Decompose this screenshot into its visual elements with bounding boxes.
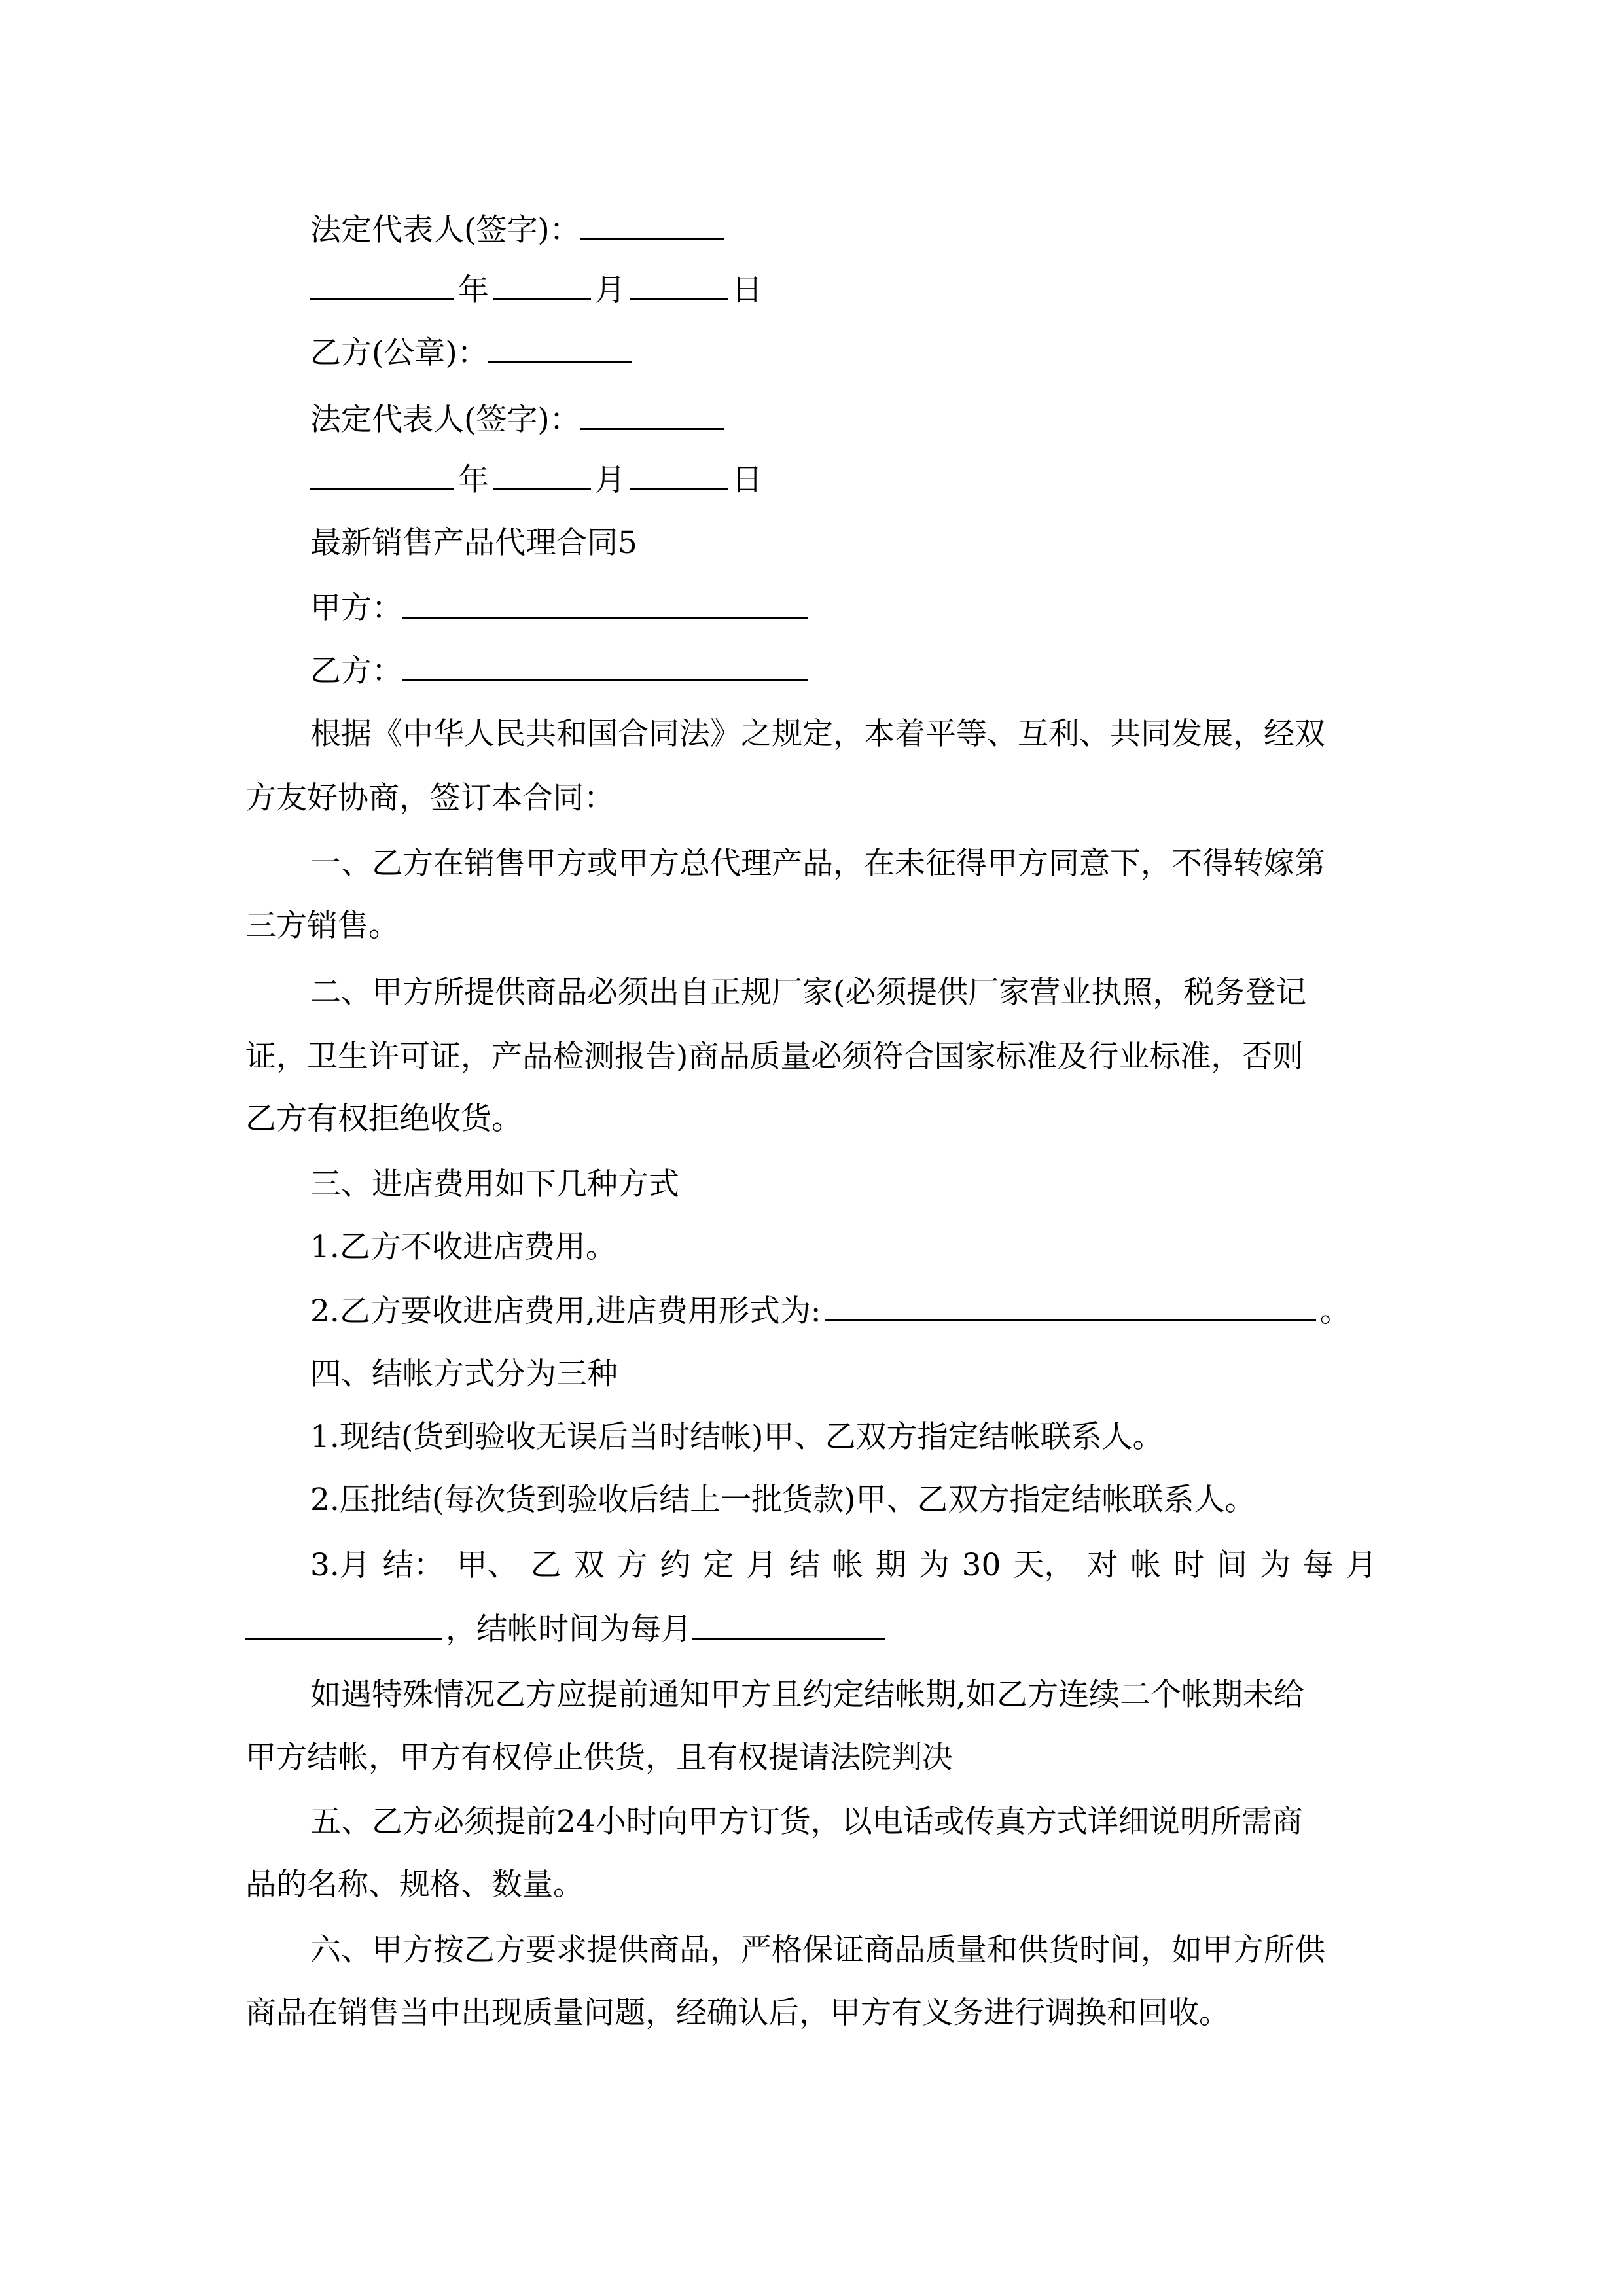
signature-blank[interactable] bbox=[580, 399, 724, 430]
justified-token: 3.月 bbox=[310, 1547, 370, 1583]
justified-token: 月 bbox=[746, 1547, 777, 1583]
year-label: 年 bbox=[458, 462, 489, 498]
justified-token: 期 bbox=[875, 1547, 906, 1583]
justified-token: 间 bbox=[1216, 1547, 1247, 1583]
justified-token: 甲、 bbox=[456, 1547, 518, 1583]
party-a-blank[interactable] bbox=[402, 588, 808, 619]
justified-line bbox=[310, 1546, 1377, 1585]
preamble-line-1: 根据《中华人民共和国合同法》之规定，本着平等、互利、共同发展，经双 bbox=[310, 716, 1325, 752]
special-case-line-2: 甲方结帐，甲方有权停止供货，且有权提请法院判决 bbox=[245, 1740, 953, 1776]
date-line-2 bbox=[310, 459, 1378, 500]
month-blank[interactable] bbox=[493, 459, 591, 490]
justified-token: 方 bbox=[616, 1547, 648, 1583]
signature-blank[interactable] bbox=[580, 209, 724, 240]
justified-token: 时 bbox=[1173, 1547, 1205, 1583]
year-blank[interactable] bbox=[310, 459, 454, 490]
justified-token: 30 bbox=[961, 1547, 1001, 1583]
clause-3-heading: 三、进店费用如下几种方式 bbox=[310, 1166, 679, 1202]
justified-token: 每 bbox=[1302, 1547, 1334, 1583]
justified-token: 月 bbox=[1346, 1547, 1377, 1583]
justified-token: 结 bbox=[789, 1547, 820, 1583]
justified-token: 定 bbox=[703, 1547, 734, 1583]
seal-blank[interactable] bbox=[488, 332, 632, 363]
clause-3-item-2-end: 。 bbox=[1319, 1293, 1351, 1329]
clause-4-item-3-line-2 bbox=[245, 1609, 1378, 1649]
legal-rep-signature-line-2 bbox=[310, 399, 1378, 440]
justified-token: 结： bbox=[382, 1547, 444, 1583]
clause-4-item-3-line-1 bbox=[310, 1546, 1378, 1585]
justified-token: 对 bbox=[1087, 1547, 1118, 1583]
justified-token: 为 bbox=[1259, 1547, 1291, 1583]
clause-3-item-1: 1.乙方不收进店费用。 bbox=[310, 1229, 616, 1265]
clause-6-line-1: 六、甲方按乙方要求提供商品，严格保证商品质量和供货时间，如甲方所供 bbox=[310, 1932, 1325, 1968]
clause-3-item-2-text: 2.乙方要收进店费用,进店费用形式为: bbox=[310, 1293, 821, 1329]
clause-4-item-2: 2.压批结(每次货到验收后结上一批货款)甲、乙双方指定结帐联系人。 bbox=[310, 1482, 1256, 1518]
party-a-line bbox=[310, 588, 1378, 628]
party-b-seal-label: 乙方(公章)： bbox=[310, 335, 488, 371]
clause-1-line-1: 一、乙方在销售甲方或甲方总代理产品，在未征得甲方同意下，不得转嫁第 bbox=[310, 846, 1325, 882]
clause-4-heading: 四、结帐方式分为三种 bbox=[310, 1356, 618, 1392]
party-b-seal-line bbox=[310, 332, 1378, 373]
legal-rep-signature-line-1 bbox=[310, 209, 1378, 250]
settlement-date-blank[interactable] bbox=[692, 1609, 885, 1640]
party-b-label: 乙方： bbox=[310, 653, 402, 689]
month-label: 月 bbox=[595, 272, 626, 308]
month-label: 月 bbox=[595, 462, 626, 498]
legal-rep-label-2: 法定代表人(签字)： bbox=[310, 402, 580, 438]
special-case-line-1: 如遇特殊情况乙方应提前通知甲方且约定结帐期,如乙方连续二个帐期未给 bbox=[310, 1677, 1304, 1713]
justified-token: 为 bbox=[918, 1547, 950, 1583]
justified-token: 双 bbox=[573, 1547, 605, 1583]
clause-2-line-2: 证，卫生许可证，产品检测报告)商品质量必须符合国家标准及行业标准，否则 bbox=[245, 1039, 1304, 1075]
clause-2-line-3: 乙方有权拒绝收货。 bbox=[245, 1101, 522, 1137]
year-blank[interactable] bbox=[310, 270, 454, 300]
clause-4-item-1: 1.现结(货到验收无误后当时结帐)甲、乙双方指定结帐联系人。 bbox=[310, 1419, 1164, 1455]
justified-token: 乙 bbox=[530, 1547, 562, 1583]
date-line-1 bbox=[310, 270, 1378, 310]
justified-token: 帐 bbox=[832, 1547, 863, 1583]
fee-form-blank[interactable] bbox=[825, 1291, 1316, 1321]
clause-2-line-1: 二、甲方所提供商品必须出自正规厂家(必须提供厂家营业执照，税务登记 bbox=[310, 975, 1307, 1011]
justified-token: 帐 bbox=[1130, 1547, 1162, 1583]
month-blank[interactable] bbox=[493, 270, 591, 300]
justified-token: 天， bbox=[1013, 1547, 1075, 1583]
justified-token: 约 bbox=[660, 1547, 691, 1583]
day-label: 日 bbox=[732, 462, 762, 498]
clause-3-item-2 bbox=[310, 1291, 1378, 1331]
day-blank[interactable] bbox=[630, 270, 728, 300]
day-blank[interactable] bbox=[630, 459, 728, 490]
party-b-blank[interactable] bbox=[402, 651, 808, 681]
party-a-label: 甲方： bbox=[310, 590, 402, 626]
clause-5-line-1: 五、乙方必须提前24小时向甲方订货，以电话或传真方式详细说明所需商 bbox=[310, 1804, 1303, 1840]
party-b-line bbox=[310, 651, 1378, 691]
clause-6-line-2: 商品在销售当中出现质量问题，经确认后，甲方有义务进行调换和回收。 bbox=[245, 1995, 1230, 2031]
preamble-line-2: 方友好协商，签订本合同： bbox=[245, 780, 615, 816]
legal-rep-label-1: 法定代表人(签字)： bbox=[310, 212, 580, 248]
day-label: 日 bbox=[732, 272, 762, 308]
contract-title: 最新销售产品代理合同5 bbox=[310, 525, 637, 561]
clause-1-line-2: 三方销售。 bbox=[245, 908, 399, 944]
settlement-time-label: ，结帐时间为每月 bbox=[446, 1611, 692, 1647]
year-label: 年 bbox=[458, 272, 489, 308]
clause-5-line-2: 品的名称、规格、数量。 bbox=[245, 1867, 584, 1903]
reconcile-date-blank[interactable] bbox=[245, 1609, 442, 1640]
